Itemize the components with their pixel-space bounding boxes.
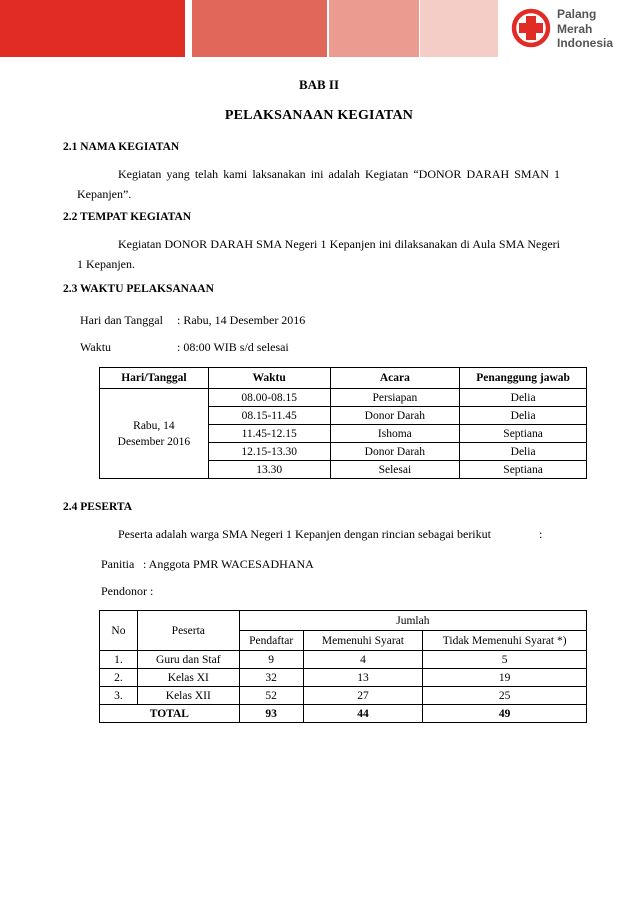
banner-stripe: [329, 0, 419, 57]
table-cell: 12.15-13.30: [208, 443, 330, 461]
table-cell: Delia: [460, 407, 587, 425]
table-header: Peserta: [137, 611, 239, 651]
table-cell: 32: [239, 669, 303, 687]
total-row: [100, 705, 587, 723]
table-row: [100, 389, 587, 407]
table-cell: 52: [239, 687, 303, 705]
day-cell: [100, 389, 209, 479]
day-line: Desember 2016: [117, 435, 191, 448]
table-header-row: [100, 368, 587, 389]
table-cell: 08.00-08.15: [208, 389, 330, 407]
table-header: Waktu: [208, 368, 330, 389]
table-cell: Selesai: [330, 461, 460, 479]
table-cell: 3.: [100, 687, 138, 705]
table-cell: Kelas XII: [137, 687, 239, 705]
banner-stripe: [420, 0, 498, 57]
participants-table: [99, 610, 587, 723]
table-header-row: [100, 611, 587, 631]
table-row: [100, 687, 587, 705]
table-cell: Kelas XI: [137, 669, 239, 687]
table-cell: 1.: [100, 651, 138, 669]
waktu-label: Waktu: [80, 340, 112, 354]
table-cell: Persiapan: [330, 389, 460, 407]
table-row: [100, 651, 587, 669]
org-name-line: Merah: [557, 21, 593, 36]
header-banner: [0, 0, 638, 57]
table-cell: 4: [303, 651, 423, 669]
total-label: TOTAL: [100, 705, 240, 723]
banner-stripe: [0, 0, 185, 57]
table-header: Pendaftar: [239, 631, 303, 651]
table-header: Acara: [330, 368, 460, 389]
total-cell: 44: [303, 705, 423, 723]
red-cross-logo-icon: [511, 8, 551, 48]
section-paragraph: [77, 164, 560, 204]
table-cell: Septiana: [460, 461, 587, 479]
org-name-line: Palang: [557, 7, 597, 21]
schedule-table: [99, 367, 587, 479]
table-header: Hari/Tanggal: [100, 368, 209, 389]
total-cell: 93: [239, 705, 303, 723]
hari-label: Hari dan Tanggal: [80, 313, 163, 327]
table-cell: Delia: [460, 443, 587, 461]
table-cell: Delia: [460, 389, 587, 407]
table-cell: 08.15-11.45: [208, 407, 330, 425]
table-cell: 13.30: [208, 461, 330, 479]
day-line: Rabu, 14: [133, 419, 175, 432]
table-cell: 27: [303, 687, 423, 705]
table-header: Jumlah: [239, 611, 586, 631]
table-cell: Septiana: [460, 425, 587, 443]
waktu-value: : 08:00 WIB s/d selesai: [177, 340, 289, 354]
table-cell: Ishoma: [330, 425, 460, 443]
section-heading-tempat: 2.2 TEMPAT KEGIATAN: [63, 211, 192, 223]
table-cell: 9: [239, 651, 303, 669]
table-cell: 25: [423, 687, 587, 705]
section-heading-waktu: 2.3 WAKTU PELAKSANAAN: [63, 283, 214, 295]
panitia-value: : Anggota PMR WACESADHANA: [143, 557, 314, 571]
chapter-heading: BAB II: [298, 77, 340, 92]
table-header: Penanggung jawab: [460, 368, 587, 389]
table-cell: Donor Darah: [330, 407, 460, 425]
org-name-line: Indonesia: [557, 36, 614, 50]
chapter-title: PELAKSANAAN KEGIATAN: [224, 108, 414, 123]
table-header: Memenuhi Syarat: [303, 631, 423, 651]
table-cell: Donor Darah: [330, 443, 460, 461]
table-header: Tidak Memenuhi Syarat *): [423, 631, 587, 651]
total-cell: 49: [423, 705, 587, 723]
pendonor-label: Pendonor :: [101, 584, 154, 598]
table-cell: Guru dan Staf: [137, 651, 239, 669]
peserta-intro-colon: :: [539, 527, 543, 541]
banner-stripe: [192, 0, 327, 57]
table-cell: 13: [303, 669, 423, 687]
table-cell: 19: [423, 669, 587, 687]
table-cell: 2.: [100, 669, 138, 687]
org-name: [557, 7, 613, 51]
section-paragraph: [77, 234, 560, 274]
table-cell: 5: [423, 651, 587, 669]
panitia-label: Panitia: [101, 557, 135, 571]
paragraph-text: Kegiatan yang telah kami laksanakan ini adalah Kegiatan “DONOR DARAH SMAN 1 Kepanjen”.: [77, 167, 560, 201]
section-heading-peserta: 2.4 PESERTA: [63, 501, 133, 513]
table-row: [100, 669, 587, 687]
paragraph-text: Kegiatan DONOR DARAH SMA Negeri 1 Kepanjen ini dilaksanakan di Aula SMA Negeri 1 Kepanjen.: [77, 237, 560, 271]
hari-value: : Rabu, 14 Desember 2016: [177, 313, 306, 327]
table-cell: 11.45-12.15: [208, 425, 330, 443]
peserta-intro: Peserta adalah warga SMA Negeri 1 Kepanjen dengan rincian sebagai berikut: [118, 527, 491, 541]
table-header: No: [100, 611, 138, 651]
section-heading-nama: 2.1 NAMA KEGIATAN: [63, 141, 180, 153]
